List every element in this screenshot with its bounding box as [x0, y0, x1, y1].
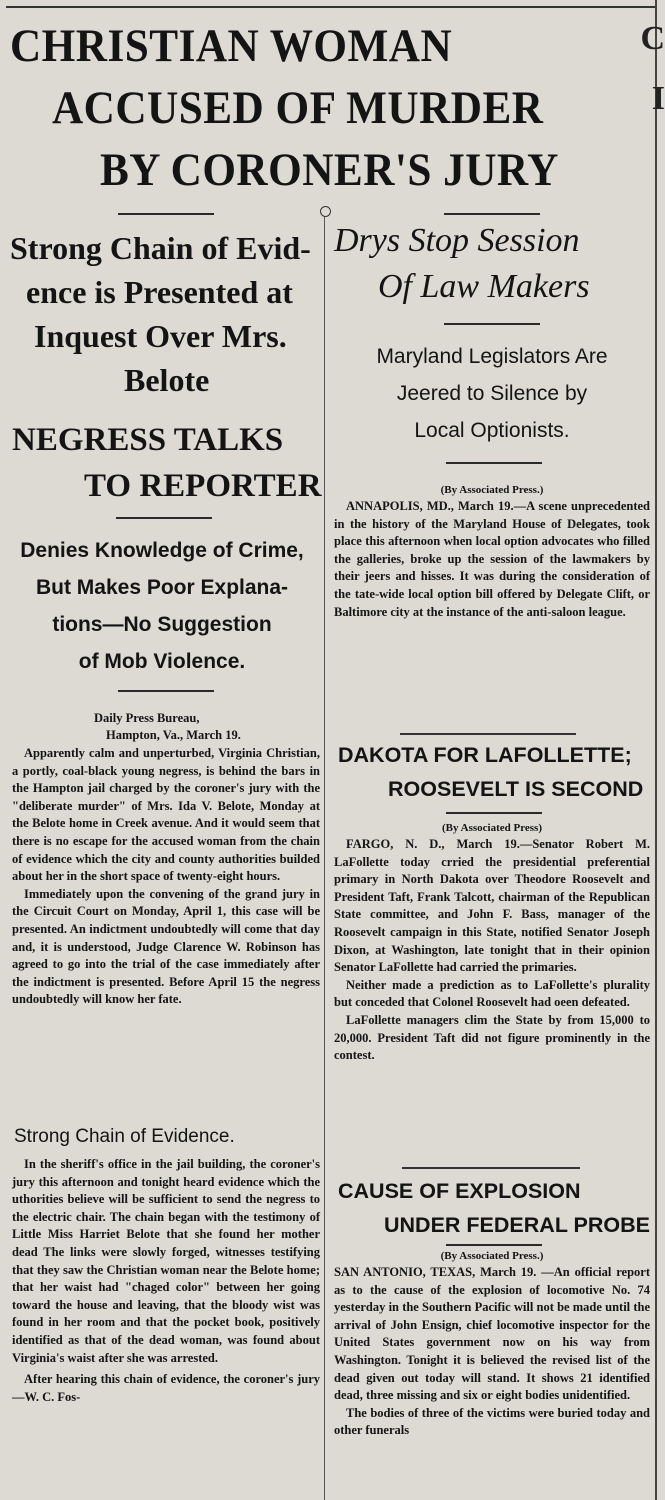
- section-heading: Strong Chain of Evidence.: [14, 1126, 235, 1147]
- column-rule: [324, 210, 325, 1500]
- paragraph: The bodies of three of the victims were buried today and other funerals: [334, 1405, 650, 1438]
- right-edge-rule: [655, 0, 657, 1500]
- section-head: [14, 1124, 326, 1150]
- divider: [116, 517, 212, 519]
- deck-line: ence is Presented at: [26, 274, 293, 310]
- divider: [118, 690, 214, 692]
- deck-line: Drys Stop Session: [334, 222, 580, 259]
- story-headline: UNDER FEDERAL PROBE: [384, 1213, 650, 1237]
- main-headline-line-1: CHRISTIAN WOMAN: [10, 20, 453, 72]
- deck-line: Belote: [124, 362, 210, 398]
- wire-credit: (By Associated Press.): [440, 484, 544, 496]
- story-dakota: [334, 820, 650, 1065]
- subdeck-line: Denies Knowledge of Crime,: [20, 539, 304, 562]
- dateline: Hampton, Va., March 19.: [106, 727, 241, 742]
- subdeck-line: of Mob Violence.: [78, 650, 246, 673]
- divider: [446, 462, 542, 464]
- column-rule-ornament: [320, 206, 331, 217]
- paragraph: Neither made a prediction as to LaFollette's plurality but conceded that Colonel Roosevelt had oeen defeated.: [334, 977, 650, 1010]
- deck-line: Inquest Over Mrs.: [34, 318, 287, 354]
- divider: [400, 733, 576, 735]
- left-story: [12, 710, 320, 1009]
- main-headline-line-3: BY CORONER'S JURY: [100, 144, 559, 196]
- wire-credit: (By Associated Press.): [440, 1250, 544, 1262]
- story-headline: DAKOTA FOR LAFOLLETTE;: [338, 743, 632, 767]
- story-annapolis: [334, 482, 650, 621]
- paragraph: ANNAPOLIS, MD., March 19.—A scene unprecedented in the history of the Maryland House of Delegates, took place this afternoon when local option advocates who filled the galleries, broke up the session of the lawmakers by their jeers and hisses. It was during the consideration of the tate-wide local option bill offered by Delegate Clift, or Baltimore city at the instance of the anti-saloon league.: [334, 499, 650, 619]
- paragraph: SAN ANTONIO, TEXAS, March 19. —An official report as to the cause of the explosion of locomotive No. 74 yesterday in the Southern Pacific will not be made until the arrival of John Ensign, chief locomotive inspector for the United States government now on his way from Washington. Tonight it is believed the revised list of the dead given out today will stand. It shows 21 identified dead, three missing and six or eight bodies unidentified.: [334, 1265, 650, 1403]
- paragraph: Immediately upon the convening of the grand jury in the Circuit Court on Monday, April 1, this case will be presented. An indictment undoubtedly will come that day and, it is understood, Judge Clarence W. Robinson has agreed to go into the trial of the case immediately after the indictment is presented. Before April 15 the negress undoubtedly will know her fate.: [12, 886, 320, 1007]
- subdeck-line: Jeered to Silence by: [396, 382, 588, 405]
- paragraph: LaFollette managers clim the State by from 15,000 to 20,000. President Taft did not figure prominently in the contest.: [334, 1012, 650, 1063]
- subdeck-line: Local Optionists.: [414, 419, 570, 442]
- left-story-continued: [12, 1156, 320, 1406]
- dateline: Daily Press Bureau,: [94, 711, 200, 725]
- main-headline-line-2: ACCUSED OF MURDER: [52, 82, 544, 134]
- bank-line: TO REPORTER: [84, 468, 322, 504]
- subdeck-line: Maryland Legislators Are: [376, 345, 608, 368]
- divider: [444, 213, 540, 215]
- wire-credit: (By Associated Press): [441, 822, 542, 834]
- right-subdeck: [334, 338, 650, 449]
- divider: [118, 213, 214, 215]
- edge-fragment: I: [651, 80, 665, 117]
- top-rule: [6, 6, 655, 8]
- deck-line: Strong Chain of Evid-: [10, 230, 311, 266]
- divider: [444, 323, 540, 325]
- paragraph: Apparently calm and unperturbed, Virginia Christian, a portly, coal-black young negress, is behind the bars in the Hampton jail charged by the coroner's jury with the "deliberate murder" of Mrs. Ida V. Belote, Monday at the Belote home in Creek avenue. And it would seem that there is no escape for the accused woman from the chain of evidence which the city and county authorities builded about her in the short space of twenty-eight hours.: [12, 746, 320, 884]
- story-explosion: [334, 1248, 650, 1440]
- bank-line: NEGRESS TALKS: [12, 422, 284, 458]
- left-deck: [6, 226, 318, 402]
- paragraph: In the sheriff's office in the jail building, the coroner's jury this afternoon and tonight heard evidence which the uthorities believe will be sufficient to send the negress to the electric chair. The chain began with the testimony of Little Miss Harriet Belote that she found her mother dead The links were slowly forged, witnesses testifying that they saw the Christian woman near the Belote home; that her waist had "chaged color" between her going toward the house and leaving, that the bloody wist was found in her room and that the pocket book, positively identified as that of the dead woman, was found about Virginia's waist after she was arrested.: [12, 1157, 320, 1365]
- right-deck: [334, 218, 650, 310]
- paragraph: After hearing this chain of evidence, the coroner's jury—W. C. Fos-: [12, 1372, 320, 1404]
- divider: [402, 1167, 580, 1169]
- paragraph: FARGO, N. D., March 19.—Senator Robert M. LaFollette today crried the presidential preferential primary in North Dakota over Theodore Roosevelt and President Taft, Frank Talcott, chairman of the Republican State committee, and John F. Bass, manager of the Roosevelt campaign in this State, notified Senator Joseph Dixon, at Washington, late tonight that in their opinion Senator LaFollette had carried the primaries.: [334, 837, 650, 975]
- left-subdeck: [6, 532, 318, 680]
- story-explosion-head: [338, 1174, 654, 1242]
- story-headline: CAUSE OF EXPLOSION: [338, 1179, 581, 1203]
- left-column: [6, 226, 318, 402]
- subdeck-line: But Makes Poor Explana-: [35, 576, 289, 599]
- divider: [446, 1244, 542, 1246]
- subdeck-line: tions—No Suggestion: [52, 613, 272, 636]
- divider: [446, 812, 542, 814]
- deck-line: Of Law Makers: [378, 268, 590, 305]
- edge-fragment: C: [640, 20, 665, 57]
- story-headline: ROOSEVELT IS SECOND: [388, 777, 644, 801]
- story-dakota-head: [338, 738, 654, 806]
- left-bank: [6, 418, 322, 508]
